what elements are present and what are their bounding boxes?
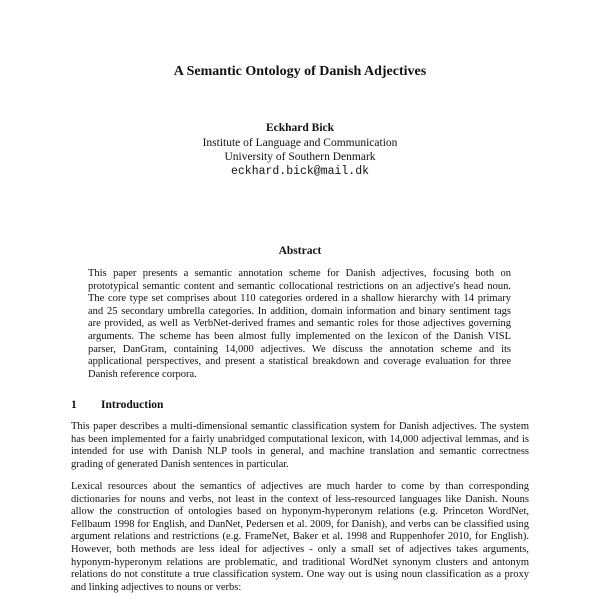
section-heading-introduction bbox=[71, 398, 531, 412]
paper-title: A Semantic Ontology of Danish Adjectives bbox=[173, 64, 427, 79]
abstract-body: This paper presents a semantic annotation scheme for Danish adjectives, focusing both on prototypical semantic content and semantic collocational restrictions on an adjective's head noun. The core type set comprises about 110 categories ordered in a shallow hierarchy with 14 primary and 25 secondary umbrella categories. In addition, domain information and binary sentiment tags are provided, as well as VerbNet-derived frames and semantic roles for those adjectives governing arguments. The scheme has been almost fully implemented on the lexicon of the Danish VISL parser, DanGram, containing 14,000 adjectives. We discuss the annotation scheme and its applicational perspectives, and present a statistical breakdown and coverage evaluation for three Danish reference corpora. bbox=[88, 268, 511, 380]
author-block bbox=[0, 121, 600, 179]
section-number: 1 bbox=[71, 399, 77, 411]
author-email: eckhard.bick@mail.dk bbox=[230, 164, 370, 178]
author-name: Eckhard Bick bbox=[265, 122, 335, 134]
author-affiliation-institute: Institute of Language and Communication bbox=[202, 136, 398, 149]
section-title: Introduction bbox=[101, 399, 164, 411]
abstract-heading: Abstract bbox=[278, 245, 322, 257]
intro-paragraph-2: Lexical resources about the semantics of adjectives are much harder to come by than corresponding dictionaries for nouns and verbs, not least in the context of less-resourced languages like Danish. Nouns allow the construction of ontologies based on hyponym-hyperonym relations (e.g. Princeton WordNet, Fellbaum 1998 for English, and DanNet, Pedersen et al. 2009, for Danish), and verbs can be classified using argument relations and restrictions (e.g. FrameNet, Baker et al. 1998 and Ruppenhofer 2010, for English). However, both methods are less ideal for adjectives - only a small set of adjectives takes arguments, hyponym-hyperonym relations are problematic, and traditional WordNet synonym clusters and antonym relations do not constitute a true classification system. One way out is using noun classification as a proxy and linking adjectives to nouns or verbs: bbox=[71, 481, 529, 593]
intro-paragraph-1: This paper describes a multi-dimensional semantic classification system for Danish adjectives. The system has been implemented for a fairly unabridged computational lexicon, with 14,000 adjectival lemmas, and is intended for use with Danish NLP tools in general, and machine translation and semantic correctness grading of generated Danish sentences in particular. bbox=[71, 421, 529, 470]
author-affiliation-university: University of Southern Denmark bbox=[224, 151, 376, 163]
